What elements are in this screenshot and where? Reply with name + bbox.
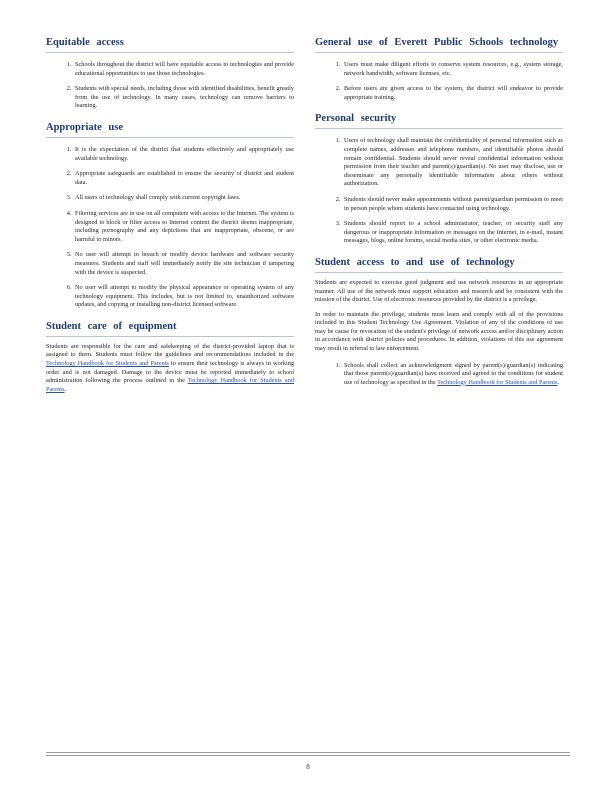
page-number: 8 [306,763,310,771]
list-general-use [315,61,563,102]
list-item: 5. No user will attempt to breach or modify device hardware and software security measures. Students and staff will immediately notify the site technician if tampering with the device is suspected. [73,251,294,277]
footer-rule [46,752,570,753]
left-column [46,36,294,404]
handbook-link[interactable]: Technology Handbook for Students and Parents [437,378,558,386]
section-appropriate-use [46,121,294,310]
list-equitable-access [46,61,294,111]
list-item: 2. Before users are given access to the system, the district will endeavor to provide appropriate training. [342,85,563,102]
list-item: 1. Users must make diligent efforts to conserve system resources, e.g., system storage, network bandwidth, software licenses, etc. [342,61,563,78]
right-column [315,36,563,397]
list-personal-security [315,137,563,246]
heading-personal-security: Personal security [315,112,563,129]
heading-student-access: Student access to and use of technology [315,256,563,273]
section-equitable-access [46,36,294,111]
list-item: 1. It is the expectation of the district that students effectively and appropriately use available technology. [73,146,294,163]
section-student-care [46,320,294,395]
list-student-access [315,362,563,388]
paragraph-student-access-1: Students are expected to exercise good judgment and use network resources in an appropriate manner. All use of the network must support education and research and be consistent with the mission of the district. Use of electronic resources provided by the district is a privilege. [315,278,563,304]
heading-equitable-access: Equitable access [46,36,294,53]
paragraph-text: . [64,385,67,393]
heading-general-use: General use of Everett Public Schools technology [315,36,563,53]
list-item: 4. Filtering services are in use on all computers with access to the Internet. The system is designed to block or filter access to Internet content the district deems inappropriate, including pornography and any depictions that are inappropriate, obscene, or are harmful to minors. [73,210,294,244]
list-item: 1. Schools throughout the district will have equitable access to technologies and provide educational opportunities to use those technologies. [73,61,294,78]
section-general-use [315,36,563,102]
paragraph-text: to ensure their technology is always in working order and is not damaged. Damage to the device must be reported immediately to school administration following the process outlined in the [46,360,295,385]
section-student-access [315,256,563,388]
handbook-link[interactable]: Technology Handbook for Students and Parents [46,377,294,393]
paragraph-student-access-2: In order to maintain the privilege, students must learn and comply with all of the provisions included in this Student Technology Use Agreement. Violation of any of the conditions of use may be cause for revocation of the student's privilege of network access and/or disciplinary action in accordance with district policies and procedures. In addition, violations of this use agreement may result in referral to law enforcement. [315,310,563,353]
list-item [342,362,563,388]
list-item-text: . [557,378,560,386]
list-item: 2. Students should never make appointments without parent/guardian permission to meet in person people whom students have contacted using technology. [342,196,563,213]
list-item: 3. Students should report to a school administrator, teacher, or security staff any dangerous or inappropriate information or messages on the Internet, in e-mail, instant messages, blogs, online forums, social media sites, or other electronic media. [342,220,563,246]
heading-student-care: Student care of equipment [46,320,294,337]
list-item: 2. Students with special needs, including those with identified disabilities, benefit greatly from the use of technology. In many cases, technology can remove barriers to learning. [73,85,294,111]
list-item: 6. No user will attempt to modify the physical appearance or operating system of any technology equipment. This includes, but is not limited to, unauthorized software updates, and copying or installing non-district licensed software. [73,284,294,310]
paragraph-student-care [46,343,294,395]
list-item-text: Schools shall collect an acknowledgment signed by parent(s)/guardian(s) indicating that those parent(s)/guardian(s) have received and agreed to the conditions for student use of technology as specified in the [344,361,563,386]
list-appropriate-use [46,146,294,310]
section-personal-security [315,112,563,246]
paragraph-text: Students are responsible for the care and safekeeping of the district-provided laptop that is assigned to them. Students must follow the guidelines and recommendations included in the [46,342,294,359]
footer-rule [46,755,570,756]
handbook-link[interactable]: Technology Handbook for Students and Parents [46,360,169,368]
list-item: 1. Users of technology shall maintain the confidentiality of personal information such as complete names, addresses and telephone numbers, and identifiable photos should remain confidential. Students should never reveal confidential information without permission from their teacher and parent(s)/guardian(s). No user may disclose, use or disseminate any personally identifiable information about others without authorization. [342,137,563,189]
list-item: 3. All users of technology shall comply with current copyright laws. [73,194,294,203]
list-item: 2. Appropriate safeguards are established to ensure the security of district and student data. [73,170,294,187]
heading-appropriate-use: Appropriate use [46,121,294,138]
